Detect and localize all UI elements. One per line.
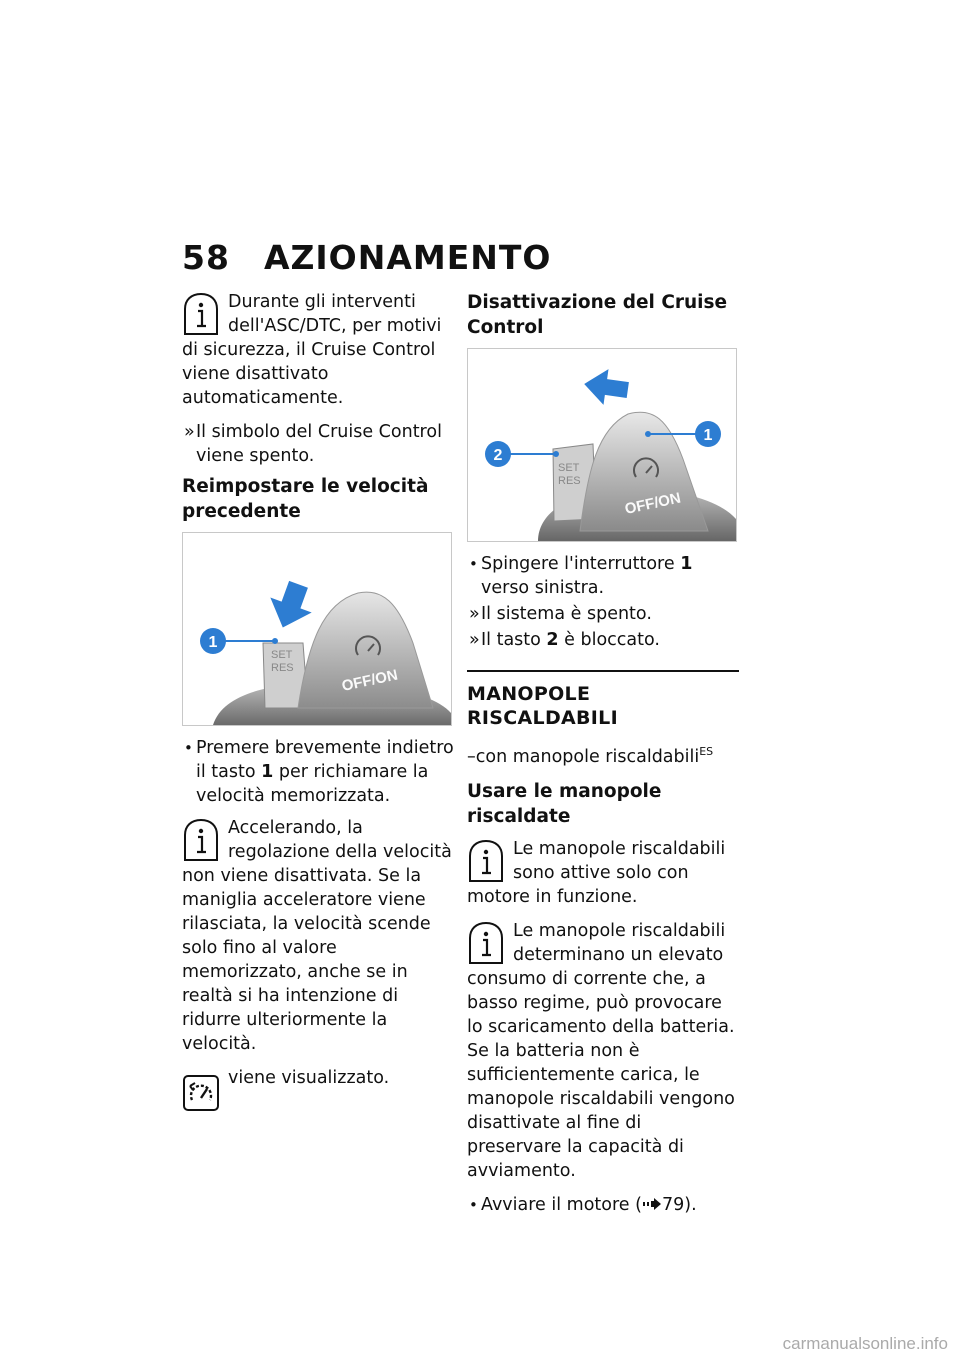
info-note: [467, 919, 739, 1183]
res-label: RES: [558, 475, 581, 487]
note-text: Le manopole riscaldabili sono attive solo con motore in funzione.: [467, 838, 726, 907]
page-header: [182, 238, 551, 277]
info-icon: [467, 839, 505, 885]
cruise-control-symbol-icon: [182, 1074, 220, 1112]
callout-1: 1: [703, 427, 713, 444]
off-on-label: OFF/ON: [340, 666, 400, 695]
instruction-item: • Spingere l'interruttore 1 verso sinistra.: [467, 552, 739, 600]
watermark: carmanualsonline.info: [782, 1334, 948, 1353]
section-heading: Usare le manopole riscaldate: [467, 780, 662, 827]
callout-2: 2: [493, 447, 503, 464]
info-note: [182, 816, 454, 1056]
note-text: Durante gli interventi dell'ASC/DTC, per motivi di sicurezza, il Cruise Control viene disattivato automaticamente.: [182, 292, 442, 408]
handlebar-switch-illustration: [468, 349, 736, 541]
off-on-label: OFF/ON: [623, 489, 683, 518]
section-heading: Reimpostare le velocità precedente: [182, 476, 429, 522]
handlebar-switch-illustration: [183, 533, 451, 725]
page-number: 58: [182, 238, 230, 277]
result-item: » Il sistema è spento.: [467, 602, 739, 626]
section-title: MANOPOLE RISCALDABILI: [467, 670, 739, 730]
result-item: » Il simbolo del Cruise Control viene spento.: [182, 420, 454, 468]
right-column: [467, 290, 739, 1219]
res-label: RES: [271, 662, 294, 674]
equipment-note: –con manopole riscaldabili$^{ES}$: [467, 745, 714, 767]
page-reference[interactable]: 79: [661, 1194, 685, 1215]
info-icon: [182, 292, 220, 338]
symbol-text: viene visualizzato.: [228, 1068, 390, 1088]
info-icon: [467, 921, 505, 967]
note-text: Accelerando, la regolazione della velocità non viene disattivata. Se la maniglia acceleratore viene rilasciata, la velocità scende solo fino al valore memorizzato, anche se in realtà si ha intenzione di ridurre ulteriormente la velocità.: [182, 818, 452, 1054]
figure-off-on-switch: [467, 348, 737, 542]
section-heading: Disattivazione del Cruise Control: [467, 292, 728, 338]
set-label: SET: [271, 649, 293, 661]
instruction-item: • Avviare il motore ( 79).: [467, 1193, 739, 1217]
info-note: [467, 837, 739, 909]
result-item: » Il tasto 2 è bloccato.: [467, 628, 739, 652]
note-text: Le manopole riscaldabili determinano un elevato consumo di corrente che, a basso regime, può provocare lo scaricamento della batteria. Se la batteria non è sufficientemente carica, le manopole riscaldabili vengono disattivate al fine di preservare la capacità di avviamento.: [467, 920, 735, 1181]
page-title: AZIONAMENTO: [263, 238, 552, 277]
info-icon: [182, 818, 220, 864]
figure-set-res-button: [182, 532, 452, 726]
page-reference-arrow-icon: [642, 1197, 662, 1211]
info-note: [182, 290, 454, 410]
symbol-description: [182, 1066, 454, 1112]
callout-1: 1: [208, 634, 218, 651]
left-column: [182, 290, 454, 1112]
instruction-item: • Premere brevemente indietro il tasto 1 per richiamare la velocità memorizzata.: [182, 736, 454, 808]
set-label: SET: [558, 462, 580, 474]
